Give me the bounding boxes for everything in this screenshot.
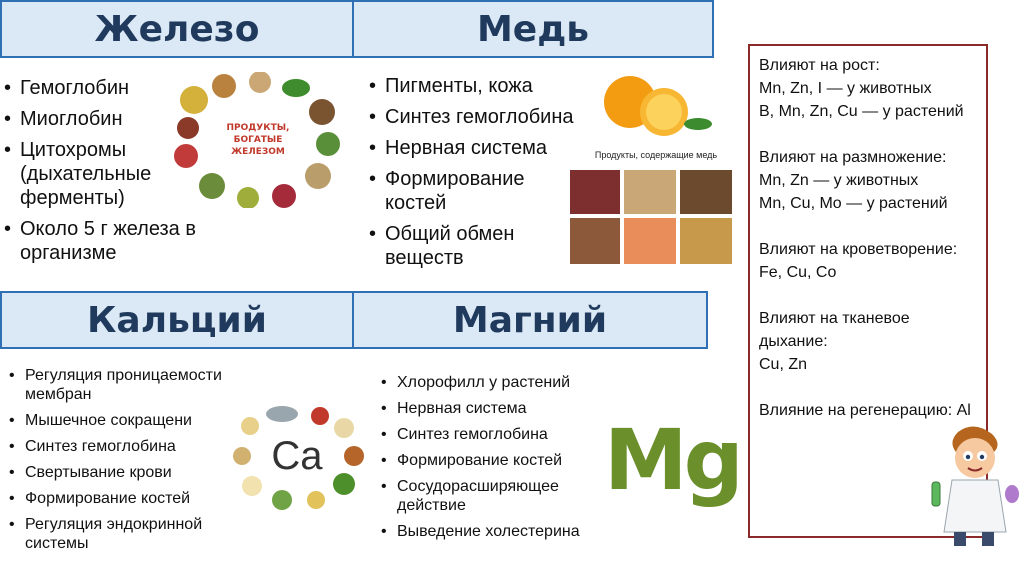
list-item: • Формирование костей xyxy=(9,489,277,508)
list-item: • Цитохромы (дыхательные ферменты) xyxy=(4,138,174,210)
svg-text:ПРОДУКТЫ,: ПРОДУКТЫ, xyxy=(226,123,290,133)
list-item: • Сосудорасширяющее действие xyxy=(381,477,597,515)
calcium-header: Кальций xyxy=(0,291,354,349)
list-item: • Формирование костей xyxy=(381,451,607,470)
copper-header: Медь xyxy=(352,0,714,58)
list-item: • Формирование костей xyxy=(369,167,555,215)
magnesium-foods-image xyxy=(604,411,740,512)
list-item: • Синтез гемоглобина xyxy=(381,425,607,444)
list-item: • Свертывание крови xyxy=(9,463,277,482)
list-item: • Выведение холестерина xyxy=(381,522,607,541)
list-item: • Хлорофилл у растений xyxy=(381,373,607,392)
list-item: • Регуляция эндокринной системы xyxy=(9,515,255,553)
copper-image-caption: Продукты, содержащие медь xyxy=(594,150,718,160)
list-item: • Гемоглобин xyxy=(4,76,174,100)
sidebar-growth: Влияют на рост: Mn, Zn, I — у животных B, Mn, Zn, Cu — у растений xyxy=(759,57,964,120)
calcium-foods-image xyxy=(232,404,364,510)
calcium-symbol: Ca xyxy=(271,434,323,478)
list-item: • Синтез гемоглобина xyxy=(369,105,599,129)
list-item: • Пигменты, кожа xyxy=(369,74,599,98)
magnesium-symbol: Mg xyxy=(604,411,740,509)
sidebar-hematopoiesis: Влияют на кроветворение: Fe, Cu, Co xyxy=(759,241,958,281)
list-item: • Миоглобин xyxy=(4,107,174,131)
list-item: • Синтез гемоглобина xyxy=(9,437,277,456)
list-item: • Нервная система xyxy=(369,136,599,160)
sidebar-reproduction: Влияют на размножение: Mn, Zn — у животных Mn, Cu, Mo — у растений xyxy=(759,149,948,212)
magnesium-header: Магний xyxy=(352,291,708,349)
list-item: • Мышечное сокращени xyxy=(9,411,277,430)
svg-text:БОГАТЫЕ: БОГАТЫЕ xyxy=(233,135,283,145)
svg-text:ЖЕЛЕЗОМ: ЖЕЛЕЗОМ xyxy=(231,147,285,157)
scientist-mascot-image xyxy=(928,424,1020,550)
copper-foods-image xyxy=(566,68,734,268)
magnesium-list xyxy=(381,373,607,548)
list-item: • Около 5 г железа в организме xyxy=(4,217,210,265)
list-item: • Нервная система xyxy=(381,399,607,418)
iron-list xyxy=(4,76,196,272)
list-item: • Регуляция проницаемости мембран xyxy=(9,366,277,404)
iron-foods-image xyxy=(172,72,342,208)
list-item: • Общий обмен веществ xyxy=(369,222,555,270)
copper-list xyxy=(369,74,599,277)
sidebar-tissue-respiration: Влияют на тканевое дыхание: Cu, Zn xyxy=(759,310,910,373)
sidebar-regeneration: Влияние на регенерацию: Al xyxy=(759,402,971,419)
iron-header: Железо xyxy=(0,0,354,58)
